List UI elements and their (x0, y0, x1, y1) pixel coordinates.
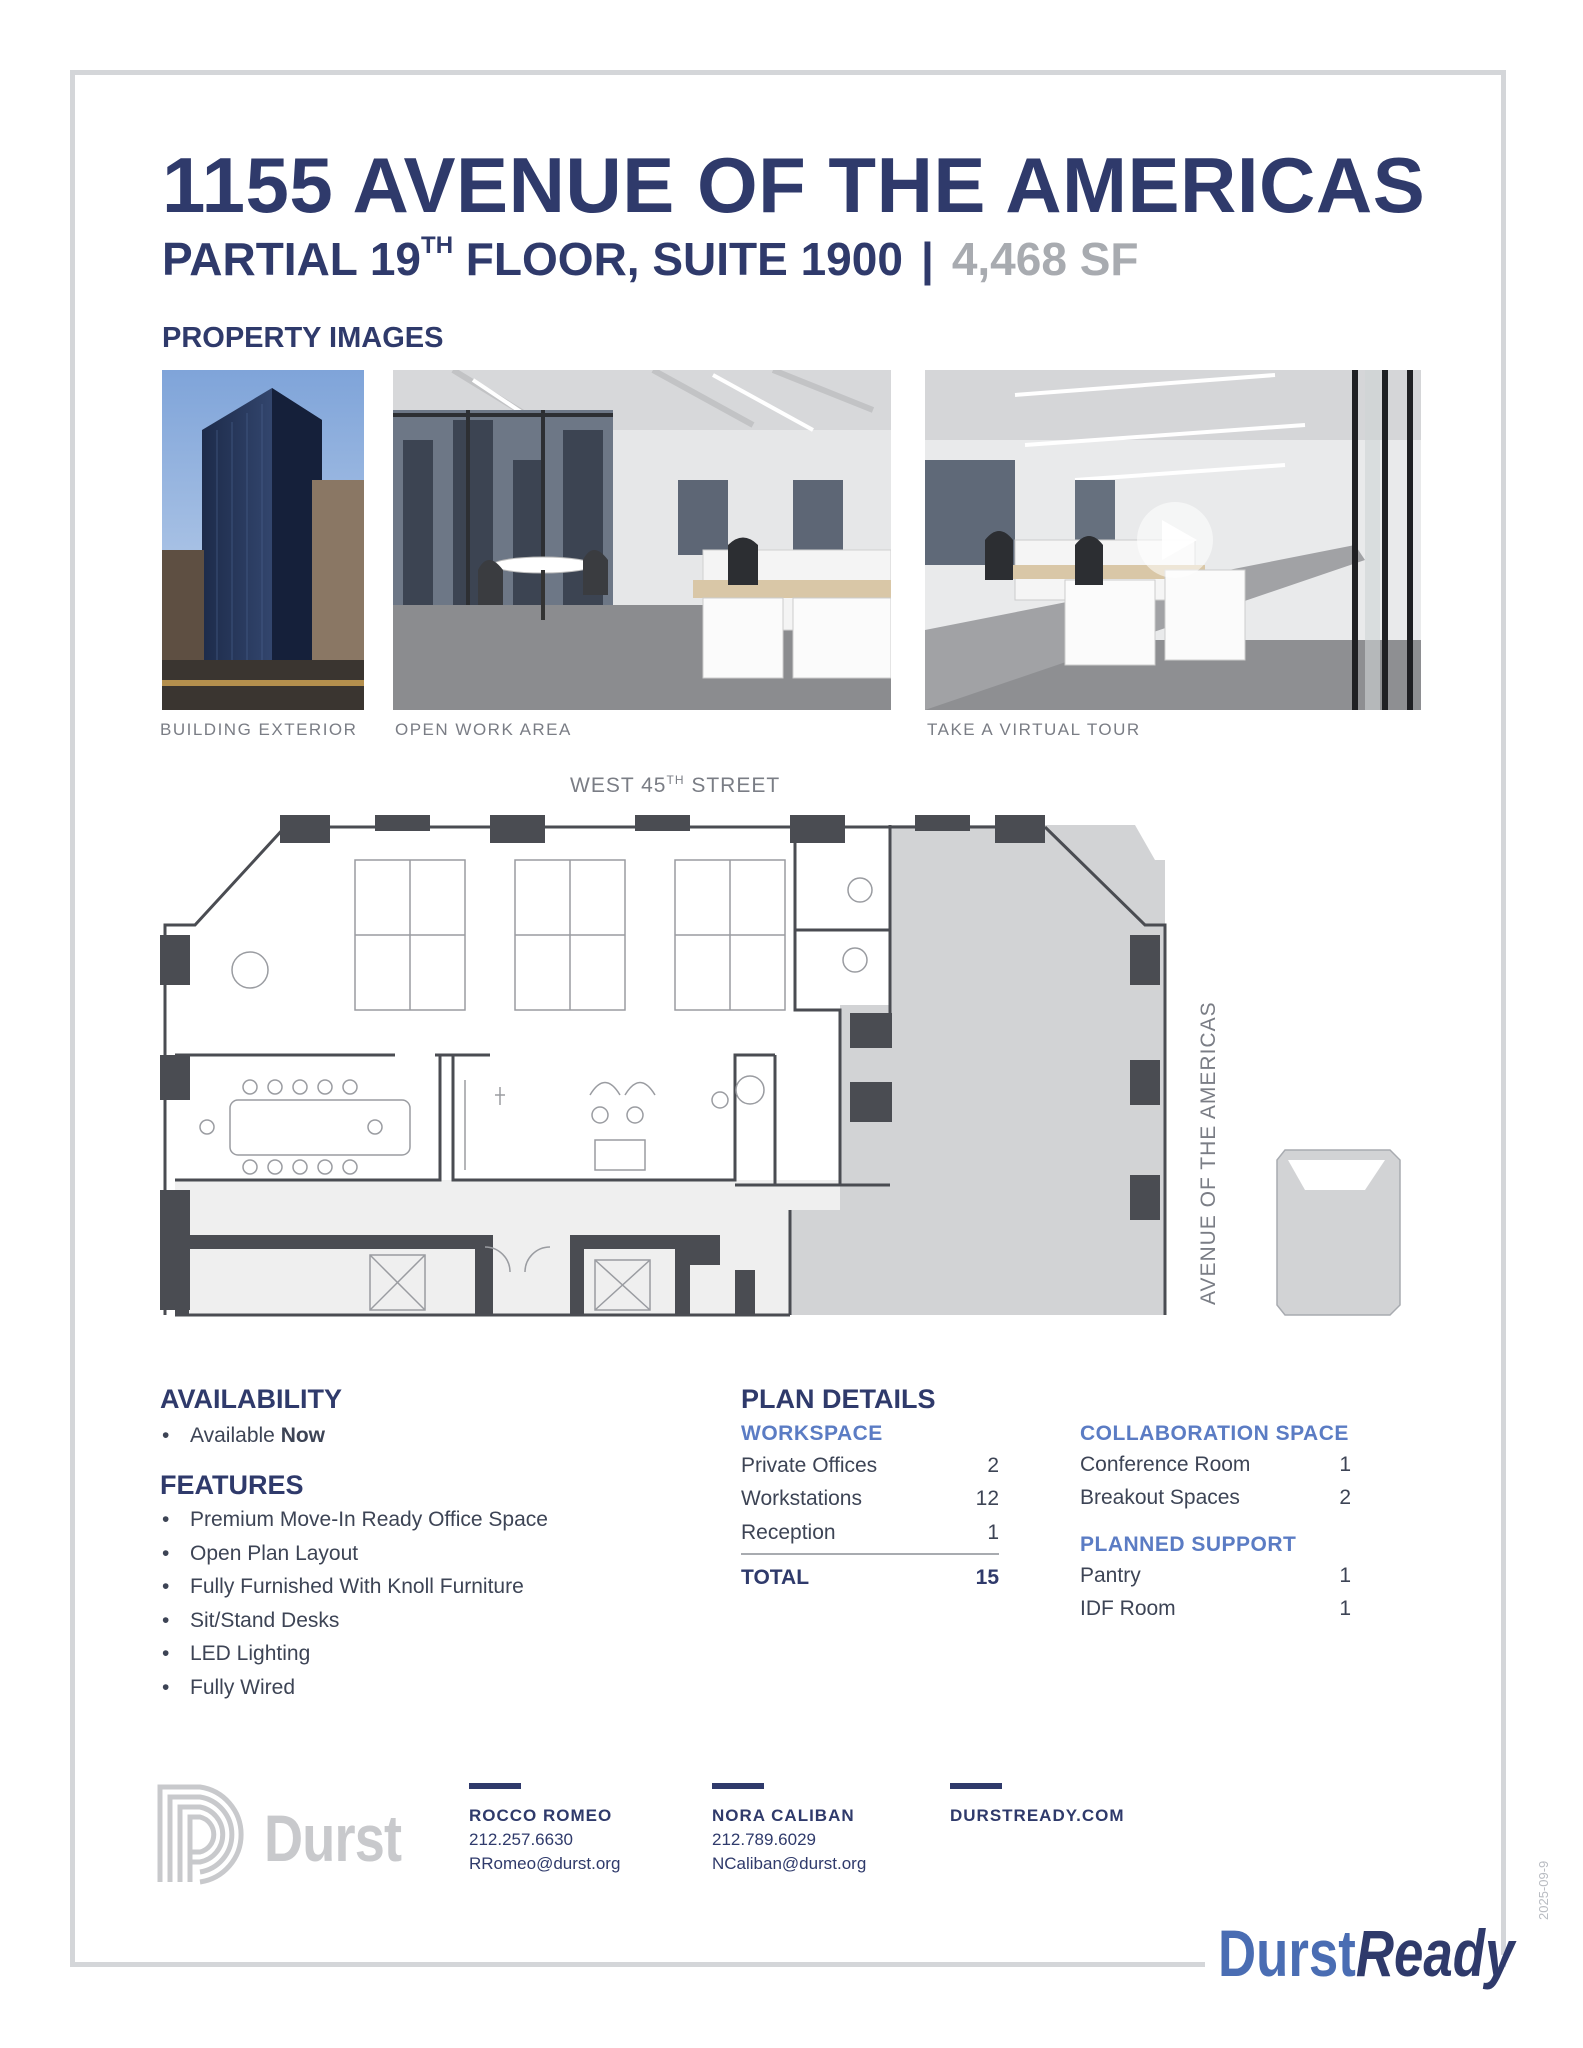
feature-item: • Premium Move-In Ready Office Space (160, 1508, 548, 1542)
key-plan (1277, 1150, 1400, 1315)
website-link[interactable]: DURSTREADY.COM (950, 1806, 1125, 1825)
date-code: 2025-09-9 (1536, 1860, 1551, 1920)
availability-item: • Available Now (160, 1424, 325, 1458)
support-heading: PLANNED SUPPORT (1080, 1533, 1297, 1556)
property-images-heading: PROPERTY IMAGES (162, 322, 444, 354)
feature-item: • Open Plan Layout (160, 1542, 548, 1576)
floor-plan (155, 815, 1415, 1320)
availability-heading: AVAILABILITY (160, 1384, 342, 1414)
square-footage: 4,468 SF (951, 233, 1139, 285)
caption-open-work-area: OPEN WORK AREA (395, 720, 572, 739)
subtitle-floor: PARTIAL 19 (162, 233, 422, 285)
collaboration-row: Conference Room 1 (1080, 1453, 1351, 1476)
workspace-heading: WORKSPACE (741, 1422, 883, 1445)
workspace-row: Private Offices 2 (741, 1454, 999, 1477)
collaboration-row: Breakout Spaces 2 (1080, 1486, 1351, 1509)
avenue-label: AVENUE OF THE AMERICAS (1197, 1001, 1220, 1305)
street-label: WEST 45TH STREET (570, 773, 781, 797)
feature-item: • Fully Furnished With Knoll Furniture (160, 1575, 548, 1609)
workspace-row: Workstations 12 (741, 1487, 999, 1510)
play-icon[interactable] (1137, 502, 1213, 578)
feature-item: • Sit/Stand Desks (160, 1609, 548, 1643)
support-row: Pantry 1 (1080, 1564, 1351, 1587)
plan-details-heading: PLAN DETAILS (741, 1384, 936, 1414)
page-subtitle: PARTIAL 19TH FLOOR, SUITE 1900 | 4,468 SF (162, 232, 1139, 285)
open-work-area-photo[interactable] (393, 370, 891, 710)
availability-list (160, 1424, 325, 1458)
feature-item: • Fully Wired (160, 1676, 548, 1710)
features-list (160, 1508, 548, 1709)
contact-name: NORA CALIBAN (712, 1806, 855, 1825)
durst-logo-text: Durst (264, 1801, 402, 1875)
building-exterior-photo[interactable] (162, 370, 364, 710)
virtual-tour-link[interactable]: TAKE A VIRTUAL TOUR (927, 720, 1141, 739)
contact-phone[interactable]: 212.789.6029 (712, 1830, 816, 1849)
contact-phone[interactable]: 212.257.6630 (469, 1830, 573, 1849)
contact-email[interactable]: RRomeo@durst.org (469, 1854, 621, 1873)
feature-item: • LED Lighting (160, 1642, 548, 1676)
durst-ready-logo: DurstReady (1218, 1916, 1515, 1990)
virtual-tour-photo[interactable] (925, 370, 1421, 710)
workspace-total: TOTAL 15 (741, 1566, 999, 1589)
features-heading: FEATURES (160, 1470, 304, 1500)
caption-building-exterior: BUILDING EXTERIOR (160, 720, 358, 739)
contact-name: ROCCO ROMEO (469, 1806, 613, 1825)
page-title: 1155 AVENUE OF THE AMERICAS (162, 141, 1426, 229)
total-divider (741, 1553, 999, 1555)
support-row: IDF Room 1 (1080, 1597, 1351, 1620)
contact-email[interactable]: NCaliban@durst.org (712, 1854, 867, 1873)
workspace-row: Reception 1 (741, 1521, 999, 1544)
collaboration-heading: COLLABORATION SPACE (1080, 1422, 1349, 1445)
durst-logo-mark (155, 1782, 260, 1887)
subtitle-separator: | (920, 233, 934, 285)
